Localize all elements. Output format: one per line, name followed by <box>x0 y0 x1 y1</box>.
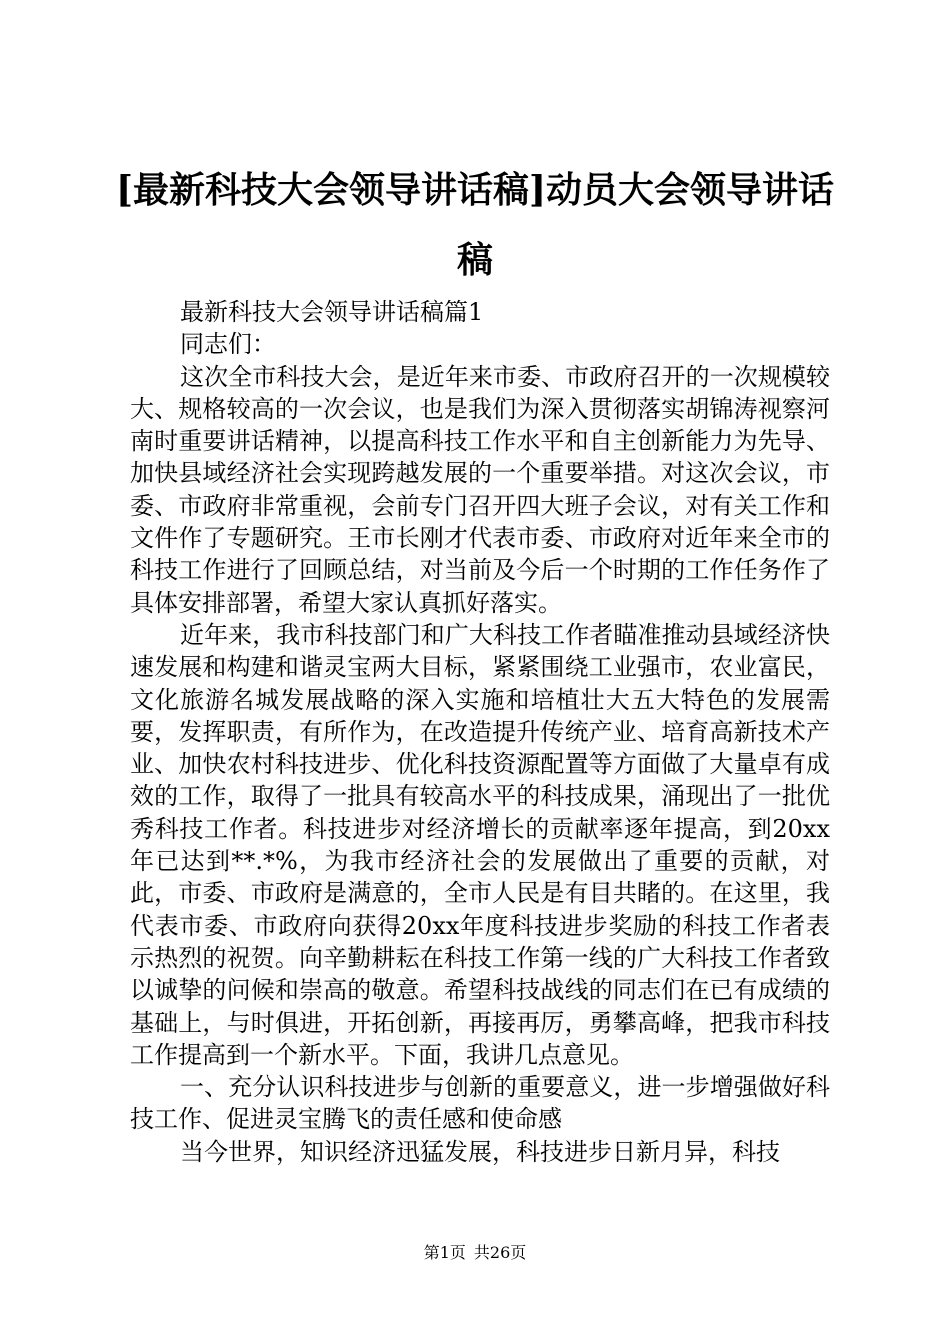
page-total: 共26页 <box>473 1243 527 1262</box>
subtitle-paragraph: 最新科技大会领导讲话稿篇1 <box>180 298 484 326</box>
document-title: [最新科技大会领导讲话稿]动员大会领导讲话稿 <box>115 169 835 281</box>
body-paragraph: 近年来，我市科技部门和广大科技工作者瞄准推动县域经济快速发展和构建和谐灵宝两大目标，紧紧围绕工业强市，农业富民，文化旅游名城发展战略的深入实施和培植壮大五大特色的发展需要，发挥职责，有所作为，在改造提升传统产业、培育高新技术产业、加快农村科技进步、优化科技资源配置等方面做了大量卓有成效的工作，取得了一批具有较高水平的科技成果，涌现出了一批优秀科技工作者。科技进步对经济增长的贡献率逐年提高，到20xx年已达到**.*%，为我市经济社会的发展做出了重要的贡献，对此，市委、市政府是满意的，全市人民是有目共睹的。在这里，我代表市委、市政府向获得20xx年度科技进步奖励的科技工作者表示热烈的祝贺。向辛勤耕耘在科技工作第一线的广大科技工作者致以诚挚的问候和崇高的敬意。希望科技战线的同志们在已有成绩的基础上，与时俱进，开拓创新，再接再厉，勇攀高峰，把我市科技工作提高到一个新水平。下面，我讲几点意见。 <box>130 620 830 1069</box>
section-heading-paragraph: 一、充分认识科技进步与创新的重要意义，进一步增强做好科技工作、促进灵宝腾飞的责任感和使命感 <box>130 1073 830 1134</box>
document-body <box>130 296 830 1168</box>
body-paragraph: 这次全市科技大会，是近年来市委、市政府召开的一次规模较大、规格较高的一次会议，也是我们为深入贯彻落实胡锦涛视察河南时重要讲话精神，以提高科技工作水平和自主创新能力为先导、加快县域经济社会实现跨越发展的一个重要举措。对这次会议，市委、市政府非常重视，会前专门召开四大班子会议，对有关工作和文件作了专题研究。王市长刚才代表市委、市政府对近年来全市的科技工作进行了回顾总结，对当前及今后一个时期的工作任务作了具体安排部署，希望大家认真抓好落实。 <box>130 362 830 617</box>
body-paragraph: 当今世界，知识经济迅猛发展，科技进步日新月异，科技 <box>180 1137 780 1166</box>
page-number: 第1页 <box>423 1243 466 1262</box>
salutation-paragraph: 同志们： <box>180 330 276 359</box>
page-footer <box>0 1243 950 1263</box>
